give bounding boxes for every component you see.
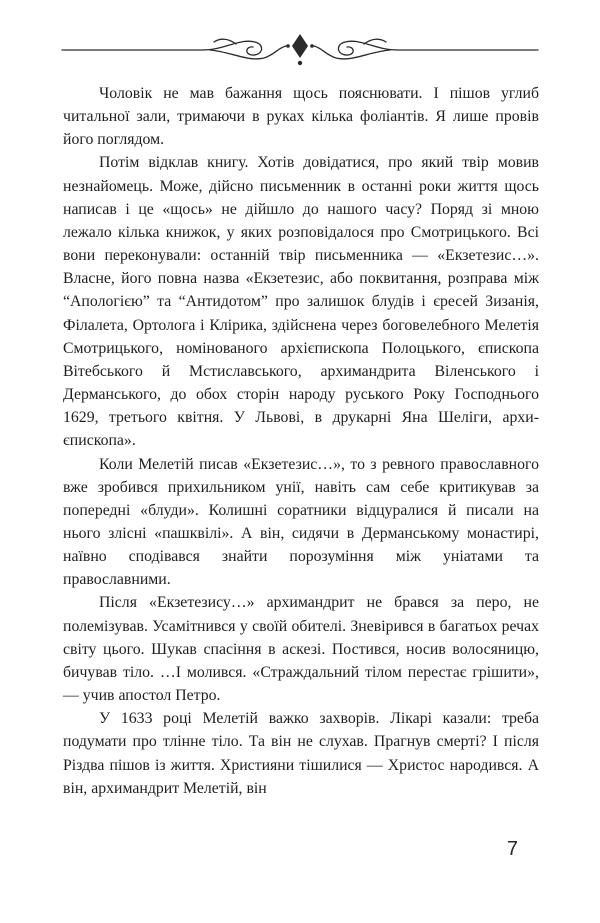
paragraph-3: Коли Мелетій писав «Екзетезис…», то з ревного православного вже зробився прихильником унії, навіть сам себе критикував за попередні «блуди». Колишні соратники відцуралися й писали на нього злісні «пашквілі». А він, сидячи в Дерманському монастирі, наївно сподівався знайти порозуміння між уніатами та православними. — [63, 455, 539, 589]
paragraph-4: Після «Екзетезису…» архимандрит не брався за перо, не полемізував. Усамітнився у своїй обителі. Зневірився в багатьох речах світу цього. Шукав спасіння в аскезі. Постився, носив волосяницю, бичував тіло. …І молився. «Страждальний тілом перестає грішити», — учив апостол Петро. — [63, 594, 539, 705]
page-number: 7 — [506, 838, 518, 860]
paragraph-2: Потім відклав книгу. Хотів довідатися, про який твір мовив незнайомець. Може, дійсно письменник в останні роки життя щось написав і це «щось» не дійшло до нашого часу? Поряд зі мною лежало кілька книжок, у яких розповідалося про Смотрицького. Всі вони переконували: останній твір письменника — «Екзетезис…». Власне, його повна назва «Екзетезис, або поквитання, розправа між “Апологією” та “Антидотом” про залишок блудів і єресей Зизанія, Філалета, Ортолога і Клірика, здійснена через боговелебного Мелетія Смотрицького, номінованого архієпископа Полоцького, єпископа Вітебського й Мстиславського, архимандрита Віленського і Дерманського, до обох сторін народу руського Року Господнього 1629, третього квітня. У Львові, в друкарні Яна Шеліги, архиєпископа». — [63, 154, 539, 450]
paragraph-1: Чоловік не мав бажання щось пояснювати. І пішов углиб читальної зали, тримаючи в руках кілька фоліантів. Я лише провів його поглядом. — [63, 85, 539, 149]
body-text — [63, 82, 539, 800]
flourish-ornament-icon — [0, 28, 600, 72]
paragraph-5: У 1633 році Мелетій важко захворів. Лікарі казали: треба подумати про тлінне тіло. Та він не слухав. Прагнув смерті? І після Різдва пішов із життя. Християни тішилися — Христос народився. А він, архимандрит Мелетій, він — [63, 710, 539, 797]
